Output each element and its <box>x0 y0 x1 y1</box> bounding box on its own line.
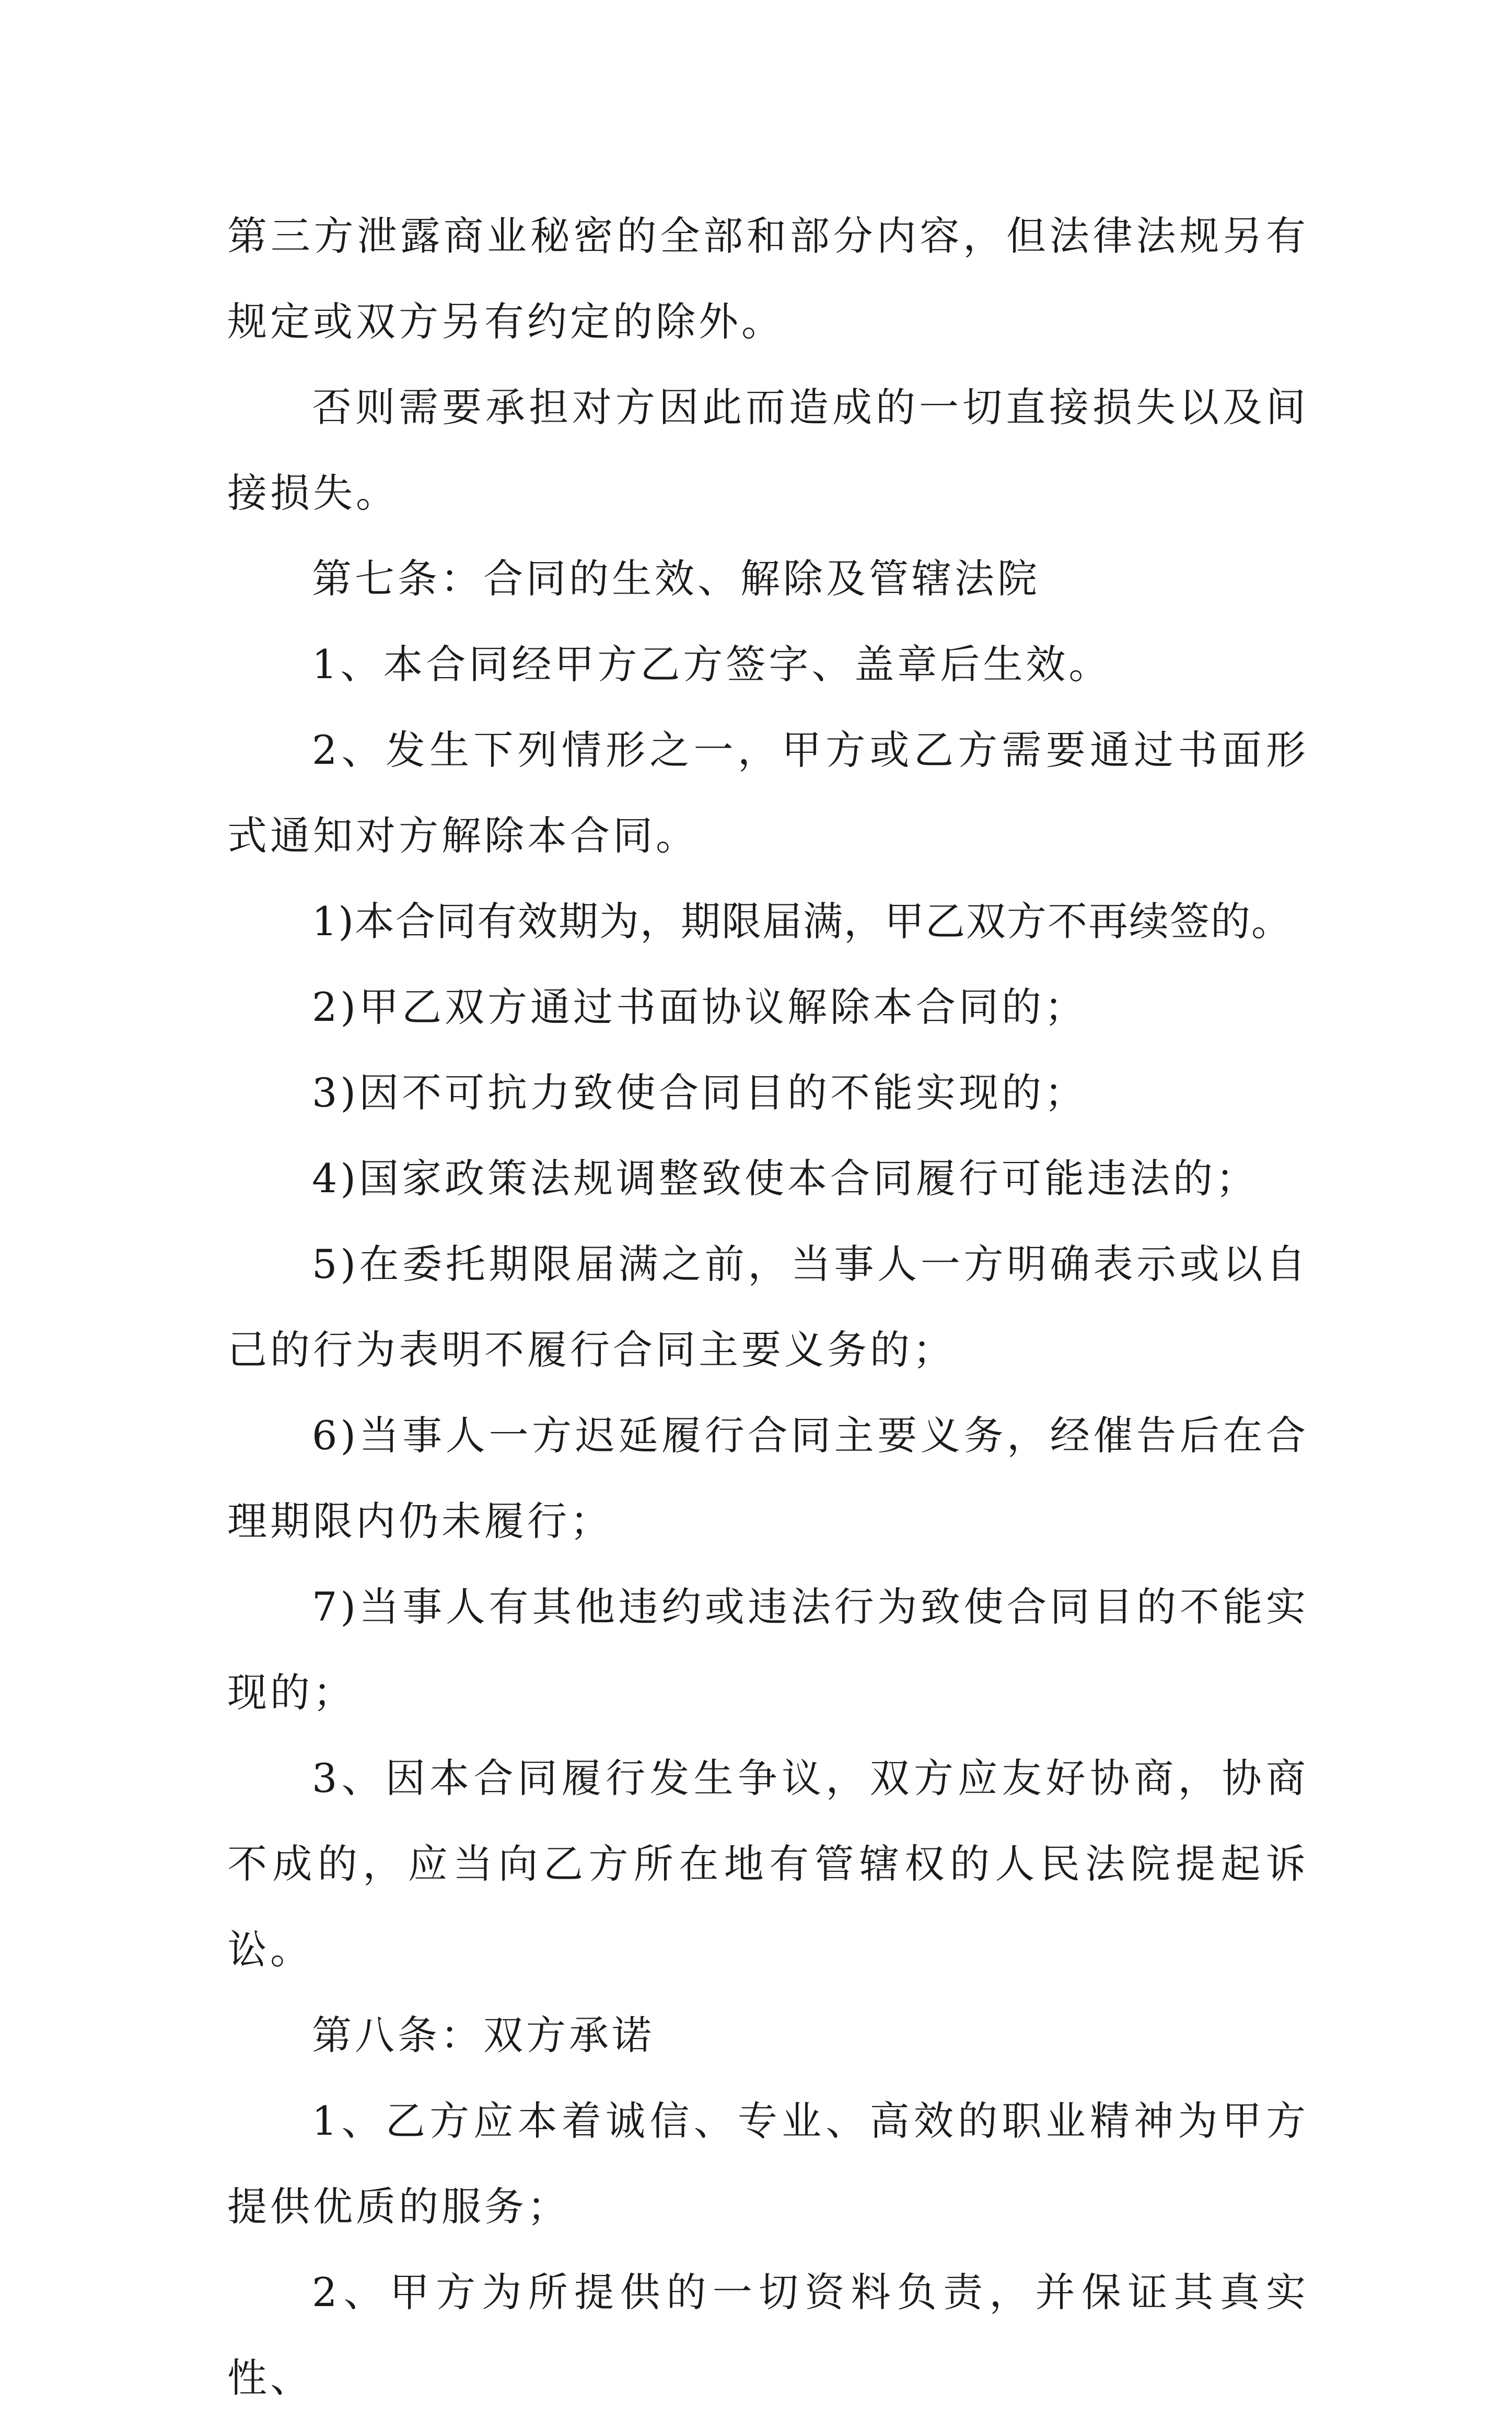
article-7-clause-2: 2、发生下列情形之一，甲方或乙方需要通过书面形式通知对方解除本合同。 <box>227 727 1309 859</box>
termination-item-1: 1)本合同有效期为，期限届满，甲乙双方不再续签的。 <box>312 898 1293 945</box>
paragraph-continuation: 第三方泄露商业秘密的全部和部分内容，但法律法规另有规定或双方另有约定的除外。 <box>227 213 1309 345</box>
article-7-heading: 第七条：合同的生效、解除及管辖法院 <box>312 555 1040 602</box>
paragraph-liability: 否则需要承担对方因此而造成的一切直接损失以及间接损失。 <box>227 384 1309 516</box>
termination-item-6: 6)当事人一方迟延履行合同主要义务，经催告后在合理期限内仍未履行； <box>227 1412 1309 1544</box>
document-body <box>227 193 1309 2421</box>
article-8-clause-1: 1、乙方应本着诚信、专业、高效的职业精神为甲方提供优质的服务； <box>227 2098 1309 2230</box>
termination-item-5: 5)在委托期限届满之前，当事人一方明确表示或以自己的行为表明不履行合同主要义务的； <box>227 1241 1309 1373</box>
termination-item-7: 7)当事人有其他违约或违法行为致使合同目的不能实现的； <box>227 1584 1309 1716</box>
termination-item-4: 4)国家政策法规调整致使本合同履行可能违法的； <box>312 1155 1259 1202</box>
termination-item-2: 2)甲乙双方通过书面协议解除本合同的； <box>312 984 1088 1030</box>
article-8-heading: 第八条：双方承诺 <box>312 2012 655 2058</box>
article-8-clause-2: 2、甲方为所提供的一切资料负责，并保证其真实性、 <box>227 2269 1309 2401</box>
termination-item-3: 3)因不可抗力致使合同目的不能实现的； <box>312 1069 1088 1116</box>
article-7-clause-1: 1、本合同经甲方乙方签字、盖章后生效。 <box>312 641 1112 688</box>
article-7-clause-3: 3、因本合同履行发生争议，双方应友好协商，协商不成的，应当向乙方所在地有管辖权的人民法院提起诉讼。 <box>227 1755 1309 1973</box>
